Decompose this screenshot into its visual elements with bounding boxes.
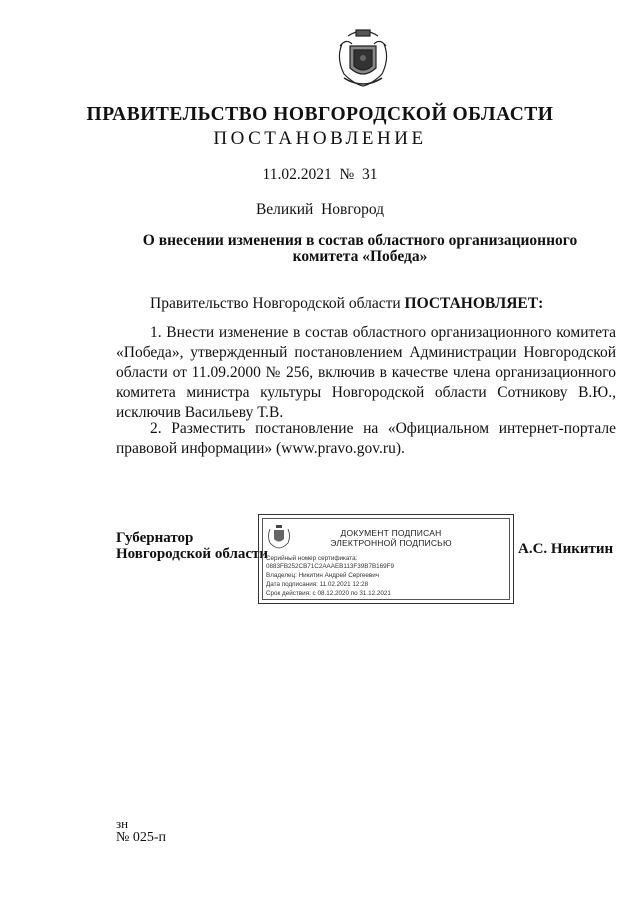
decree-item-1: 1. Внести изменение в состав областного организационного комитета «Победа», утвержденный постановлением Администрации Новгородской области от 11.09.2000 № 256, включив в качестве члена организационного комитета министра культуры Новгородской области Сотникову В.Ю., исключив Васильеву Т.В. — [116, 324, 616, 421]
stamp-validity: Срок действия: с 08.12.2020 по 31.12.2021 — [266, 590, 391, 597]
stamp-signed-date: Дата подписания: 11.02.2021 12:28 — [266, 581, 369, 588]
signer-title-line-1: Губернатор — [116, 530, 194, 546]
document-date-number: 11.02.2021 № 31 — [262, 166, 378, 183]
document-city: Великий Новгород — [255, 201, 385, 218]
footer-number: № 025-п — [116, 830, 167, 845]
stamp-serial-label: Серийный номер сертификата: — [266, 555, 358, 562]
subject-line-1: О внесении изменения в состав областного организационного — [142, 232, 578, 249]
stamp-inner-frame — [262, 518, 510, 600]
decree-item-2: 2. Разместить постановление на «Официальном интернет-портале правовой информации» (www.pravo.gov.ru). — [116, 420, 616, 457]
coat-of-arms-icon — [334, 28, 392, 88]
stamp-coat-of-arms-icon — [266, 523, 292, 549]
electronic-signature-stamp — [258, 514, 514, 604]
signer-title-line-2: Новгородской области — [116, 546, 269, 562]
document-subject — [120, 233, 600, 265]
stamp-heading-line-2: ЭЛЕКТРОННОЙ ПОДПИСЬЮ — [330, 538, 452, 548]
stamp-serial: 0883FB252CB71C2AAAEB113F39B7B169F9 — [266, 563, 395, 570]
stamp-heading — [301, 528, 481, 548]
signer-title — [116, 530, 268, 562]
signer-name: А.С. Никитин — [518, 541, 614, 557]
government-title: ПРАВИТЕЛЬСТВО НОВГОРОДСКОЙ ОБЛАСТИ — [86, 104, 554, 125]
subject-line-2: комитета «Победа» — [292, 248, 428, 265]
stamp-heading-line-1: ДОКУМЕНТ ПОДПИСАН — [340, 528, 442, 538]
stamp-owner: Владелец: Никитин Андрей Сергеевич — [266, 572, 380, 579]
preamble-text: Правительство Новгородской области — [150, 295, 405, 312]
document-type: ПОСТАНОВЛЕНИЕ — [213, 128, 427, 149]
preamble-decree-word: ПОСТАНОВЛЯЕТ: — [404, 295, 544, 312]
preamble — [150, 295, 543, 313]
footer-code: зн — [116, 816, 129, 831]
